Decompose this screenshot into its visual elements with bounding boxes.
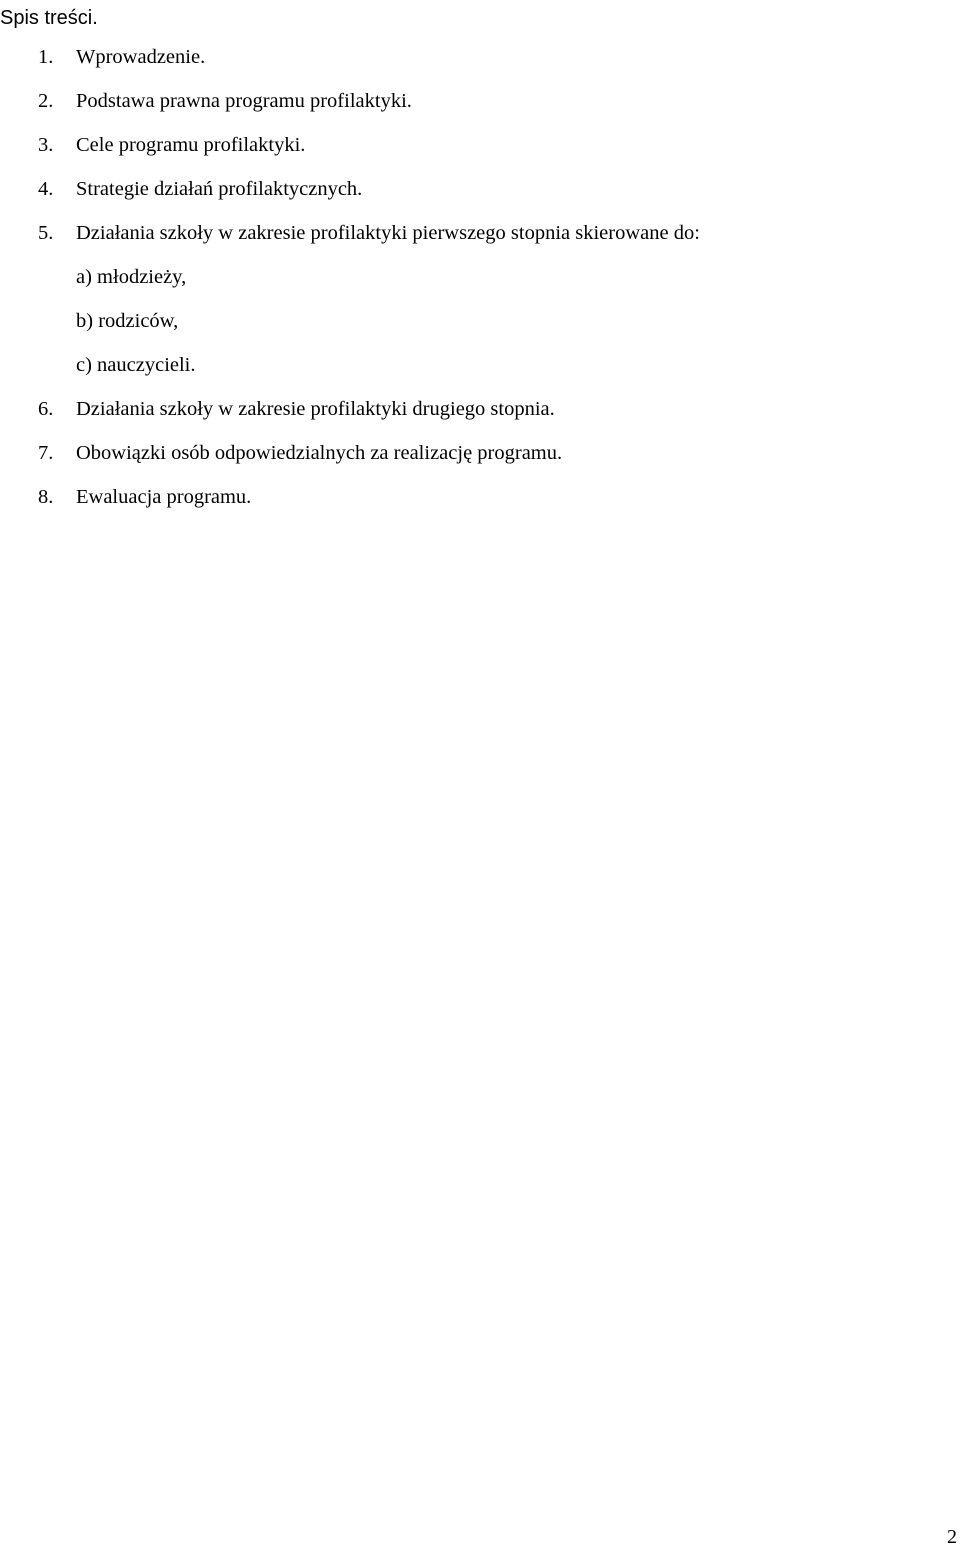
toc-sub-item-text: b) rodziców, bbox=[76, 310, 179, 332]
toc-item-text: Podstawa prawna programu profilaktyki. bbox=[76, 90, 412, 112]
toc-item-text: Wprowadzenie. bbox=[76, 46, 206, 68]
toc-item-text: Obowiązki osób odpowiedzialnych za realizację programu. bbox=[76, 442, 563, 464]
toc-item-number: 1. bbox=[38, 46, 54, 68]
toc-item-text: Ewaluacja programu. bbox=[76, 486, 252, 508]
toc-item-number: 2. bbox=[38, 90, 54, 112]
toc-item-number: 4. bbox=[38, 178, 54, 200]
toc-sub-item-text: a) młodzieży, bbox=[76, 266, 187, 288]
toc-item-number: 5. bbox=[38, 222, 54, 244]
toc-item-text: Cele programu profilaktyki. bbox=[76, 134, 306, 156]
toc-item-text: Działania szkoły w zakresie profilaktyki drugiego stopnia. bbox=[76, 398, 555, 420]
toc-item-number: 8. bbox=[38, 486, 54, 508]
toc-sub-item-text: c) nauczycieli. bbox=[76, 354, 196, 376]
toc-item-text: Strategie działań profilaktycznych. bbox=[76, 178, 363, 200]
toc-item-text: Działania szkoły w zakresie profilaktyki pierwszego stopnia skierowane do: bbox=[76, 222, 700, 244]
toc-title: Spis treści. bbox=[0, 7, 98, 29]
toc-item-number: 7. bbox=[38, 442, 54, 464]
page-number: 2 bbox=[947, 1526, 957, 1548]
toc-item-number: 3. bbox=[38, 134, 54, 156]
toc-item-number: 6. bbox=[38, 398, 54, 420]
